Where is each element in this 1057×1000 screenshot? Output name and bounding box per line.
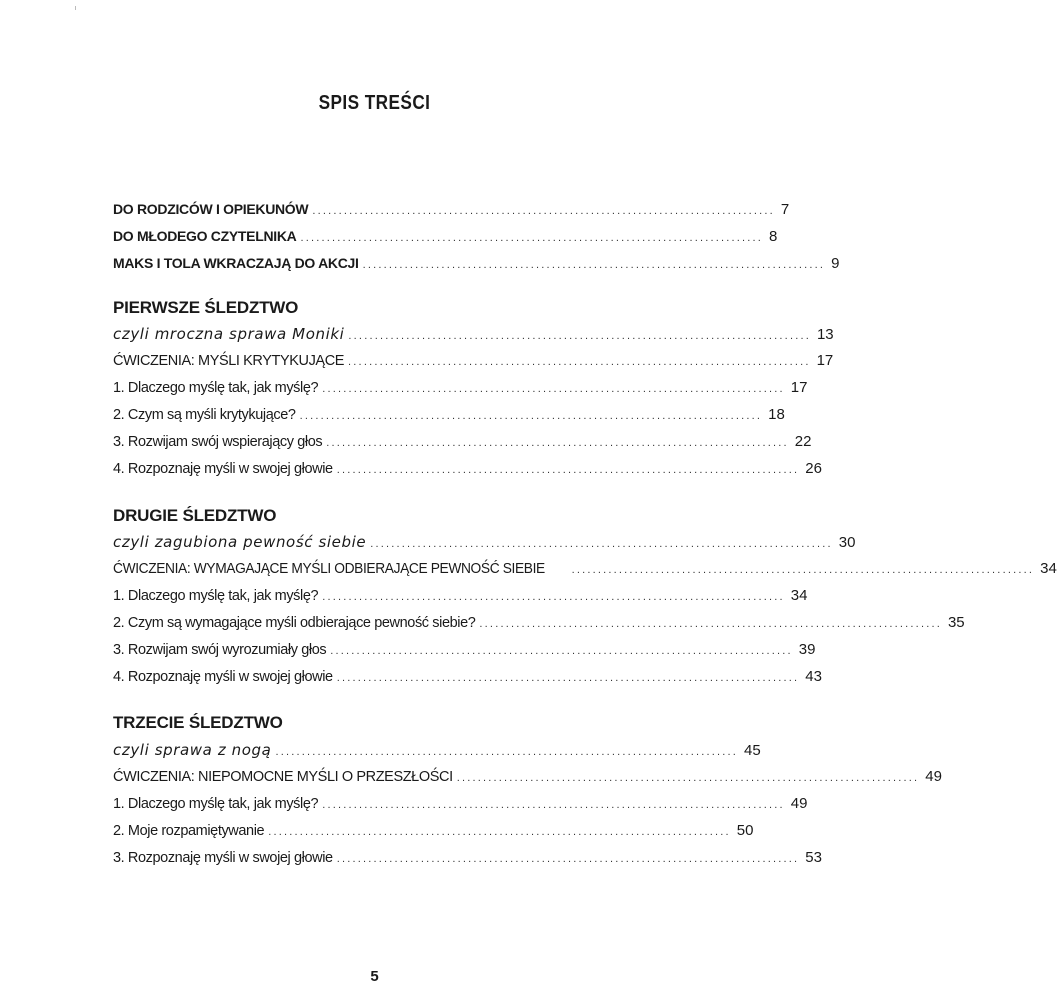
- toc-page-number: 22: [794, 433, 812, 450]
- toc-entry-label: 2. Moje rozpamiętywanie: [113, 823, 265, 839]
- dot-leader: ........................................................................................: [571, 564, 1035, 576]
- toc-entry[interactable]: [113, 560, 1057, 582]
- toc-entry[interactable]: [113, 668, 822, 690]
- toc-story-entry[interactable]: [113, 533, 856, 555]
- toc-page-number: 50: [736, 822, 754, 839]
- dot-leader: ........................................................................................: [322, 799, 785, 811]
- toc-entry[interactable]: [113, 795, 808, 817]
- toc-entry-label: 3. Rozwijam swój wyrozumiały głos: [113, 642, 327, 658]
- toc-page-number: 18: [768, 406, 785, 423]
- toc-page-number: 45: [744, 742, 761, 759]
- dot-leader: ........................................................................................: [300, 232, 764, 244]
- toc-page-number: 49: [925, 768, 942, 785]
- toc-page-number: 17: [790, 379, 808, 396]
- toc-page-number: 35: [947, 614, 965, 631]
- dot-leader: ........................................................................................: [299, 410, 763, 422]
- toc-page-number: 9: [831, 255, 840, 272]
- toc-page-number: 8: [769, 228, 778, 245]
- toc-entry-label: 4. Rozpoznaję myśli w swojej głowie: [113, 669, 333, 685]
- toc-entry-label: 1. Dlaczego myślę tak, jak myślę?: [113, 588, 319, 604]
- toc-entry-label: 1. Dlaczego myślę tak, jak myślę?: [113, 796, 319, 812]
- dot-leader: ........................................................................................: [336, 464, 800, 476]
- dot-leader: ........................................................................................: [275, 746, 739, 758]
- toc-page-number: 7: [780, 201, 790, 218]
- toc-entry-label: MAKS I TOLA WKRACZAJĄ DO AKCJI: [113, 255, 359, 271]
- page-number: 5: [370, 968, 379, 985]
- toc-page-number: 30: [838, 534, 856, 551]
- toc-entry-label: DO RODZICÓW I OPIEKUNÓW: [113, 201, 309, 217]
- toc-page-number: 17: [816, 352, 834, 369]
- toc-entry[interactable]: [113, 587, 808, 609]
- toc-entry[interactable]: [113, 641, 816, 663]
- toc-entry-maks-tola[interactable]: [113, 255, 840, 277]
- page-title: SPIS TREŚCI: [318, 92, 431, 114]
- toc-entry[interactable]: [113, 352, 834, 374]
- section-title-first[interactable]: PIERWSZE ŚLEDZTWO: [113, 298, 299, 317]
- toc-entry[interactable]: [113, 379, 808, 401]
- dot-leader: ........................................................................................: [348, 330, 811, 342]
- toc-story-entry[interactable]: [113, 325, 834, 347]
- dot-leader: ........................................................................................: [362, 259, 826, 271]
- toc-entry-label: DO MŁODEGO CZYTELNIKA: [113, 228, 297, 244]
- toc-entry-label: 2. Czym są myśli krytykujące?: [113, 407, 296, 423]
- toc-page-number: 39: [798, 641, 816, 658]
- toc-entry-young-reader[interactable]: [113, 228, 778, 250]
- toc-entry[interactable]: [113, 433, 812, 455]
- scan-speck: [75, 6, 76, 10]
- toc-entry[interactable]: [113, 768, 942, 790]
- toc-entry-label: ĆWICZENIA: MYŚLI KRYTYKUJĄCE: [113, 353, 345, 369]
- toc-page-number: 43: [805, 668, 822, 685]
- toc-page-number: 34: [790, 587, 808, 604]
- dot-leader: ........................................................................................: [336, 853, 800, 865]
- toc-story-label: czyli mroczna sprawa Moniki: [113, 325, 345, 343]
- toc-entry[interactable]: [113, 822, 754, 844]
- dot-leader: ........................................................................................: [348, 356, 811, 368]
- toc-entry-parents[interactable]: [113, 201, 790, 223]
- toc-entry-label: 4. Rozpoznaję myśli w swojej głowie: [113, 461, 333, 477]
- section-title-second[interactable]: DRUGIE ŚLEDZTWO: [113, 506, 277, 525]
- toc-entry[interactable]: [113, 406, 785, 428]
- toc-entry-label: 2. Czym są wymagające myśli odbierające pewność siebie?: [113, 615, 476, 631]
- dot-leader: ........................................................................................: [326, 437, 789, 449]
- dot-leader: ........................................................................................: [370, 538, 833, 550]
- dot-leader: ........................................................................................: [479, 618, 942, 630]
- toc-page-number: 34: [1040, 560, 1057, 577]
- dot-leader: ........................................................................................: [322, 383, 785, 395]
- dot-leader: ........................................................................................: [312, 205, 775, 217]
- toc-entry[interactable]: [113, 849, 822, 871]
- dot-leader: ........................................................................................: [330, 645, 793, 657]
- toc-story-entry[interactable]: [113, 741, 761, 763]
- toc-story-label: czyli sprawa z nogą: [113, 741, 272, 759]
- toc-entry-label: 3. Rozpoznaję myśli w swojej głowie: [113, 850, 333, 866]
- dot-leader: ........................................................................................: [336, 672, 800, 684]
- toc-story-label: czyli zagubiona pewność siebie: [113, 533, 367, 551]
- toc-entry-label: ĆWICZENIA: NIEPOMOCNE MYŚLI O PRZESZŁOŚCI: [113, 769, 453, 785]
- toc-entry-label: ĆWICZENIA: WYMAGAJĄCE MYŚLI ODBIERAJĄCE PEWNOŚĆ SIEBIE: [113, 561, 545, 577]
- toc-entry-label: 3. Rozwijam swój wspierający głos: [113, 434, 323, 450]
- toc-page-number: 53: [805, 849, 822, 866]
- toc-page-number: 49: [790, 795, 808, 812]
- toc-entry[interactable]: [113, 614, 965, 636]
- toc-page-number: 26: [805, 460, 822, 477]
- dot-leader: ........................................................................................: [268, 826, 731, 838]
- toc-page-number: 13: [816, 326, 834, 343]
- section-title-third[interactable]: TRZECIE ŚLEDZTWO: [113, 713, 283, 732]
- toc-entry[interactable]: [113, 460, 822, 482]
- toc-entry-label: 1. Dlaczego myślę tak, jak myślę?: [113, 380, 319, 396]
- dot-leader: ........................................................................................: [322, 591, 785, 603]
- dot-leader: ........................................................................................: [456, 772, 920, 784]
